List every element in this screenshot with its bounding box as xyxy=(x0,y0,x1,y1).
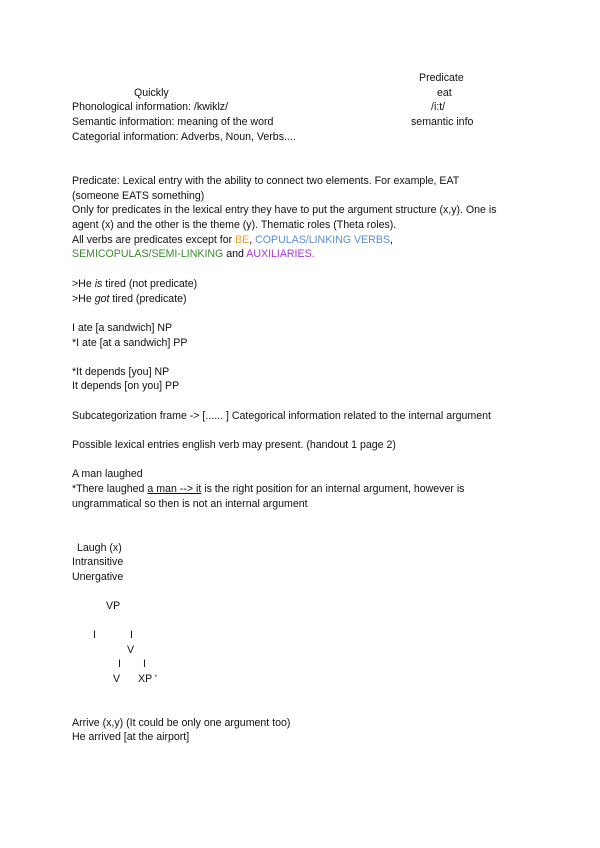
laugh-title: Laugh (x) xyxy=(77,542,122,554)
semicopulas-term: SEMICOPULAS/SEMI-LINKING xyxy=(72,248,224,260)
example-depends-pp: It depends [on you] PP xyxy=(72,380,180,392)
separator-2: , xyxy=(389,234,393,246)
predicate-exceptions xyxy=(72,234,393,247)
tree-branch-left-2: I xyxy=(118,658,121,670)
tree-branch-left: I xyxy=(93,629,96,641)
be-term: BE xyxy=(235,234,250,246)
exceptions-prefix: All verbs are predicates except for xyxy=(72,234,236,246)
tree-vp: VP xyxy=(106,600,121,612)
tree-branch-right: I xyxy=(130,629,133,641)
predicate-exceptions-cont xyxy=(72,248,315,261)
tree-branch-right-2: I xyxy=(143,658,146,670)
predicate-definition-2: (someone EATS something) xyxy=(72,190,205,202)
predicate-definition-3: Only for predicates in the lexical entry they have to put the argument structure (x,y). One is xyxy=(72,204,497,216)
example-ate-np: I ate [a sandwich] NP xyxy=(72,322,173,334)
example-verb: is xyxy=(94,278,103,290)
tree-xp: XP ' xyxy=(138,673,157,685)
semantic-eat: semantic info xyxy=(411,116,474,128)
underlined-phrase: a man --> it xyxy=(147,483,202,495)
possible-entries: Possible lexical entries english verb may present. (handout 1 page 2) xyxy=(72,439,396,451)
example-he-is-tired xyxy=(72,278,197,291)
phonological-info: Phonological information: /kwiklz/ xyxy=(72,101,229,113)
arrive-example: He arrived [at the airport] xyxy=(72,731,190,743)
final-period: . xyxy=(311,248,315,260)
separator-1: , xyxy=(249,234,256,246)
there-prefix: *There laughed xyxy=(72,483,148,495)
example-depends-np: *It depends [you] NP xyxy=(72,366,170,378)
example-ate-pp: *I ate [at a sandwich] PP xyxy=(72,337,188,349)
predicate-definition-1: Predicate: Lexical entry with the ability to connect two elements. For example, EAT xyxy=(72,175,460,187)
copulas-term: COPULAS/LINKING VERBS xyxy=(255,234,390,246)
tree-v-bar: V xyxy=(127,644,135,656)
example-rest: tired (not predicate) xyxy=(102,278,198,290)
quickly-label: Quickly xyxy=(134,87,169,99)
example-man-laughed: A man laughed xyxy=(72,468,143,480)
example-prefix: >He xyxy=(72,278,95,290)
example-he-got-tired xyxy=(72,293,187,306)
tree-v: V xyxy=(113,673,121,685)
laugh-intransitive: Intransitive xyxy=(72,556,124,568)
example-verb: got xyxy=(94,293,110,305)
example-there-laughed-cont: ungrammatical so then is not an internal argument xyxy=(72,498,308,510)
laugh-unergative: Unergative xyxy=(72,571,124,583)
example-rest: tired (predicate) xyxy=(109,293,187,305)
example-there-laughed xyxy=(72,483,464,496)
predicate-definition-4: agent (x) and the other is the theme (y). Thematic roles (Theta roles). xyxy=(72,219,397,231)
phonological-eat: /i:t/ xyxy=(431,101,446,113)
eat-label: eat xyxy=(437,87,452,99)
categorial-info: Categorial information: Adverbs, Noun, Verbs.... xyxy=(72,131,296,143)
predicate-label: Predicate xyxy=(419,72,464,84)
and-word: and xyxy=(223,248,247,260)
subcategorization-frame: Subcategorization frame -> [...... ] Categorical information related to the internal argument xyxy=(72,410,491,422)
semantic-info: Semantic information: meaning of the word xyxy=(72,116,274,128)
auxiliaries-term: AUXILIARIES xyxy=(246,248,312,260)
example-prefix: >He xyxy=(72,293,95,305)
there-rest: is the right position for an internal argument, however is xyxy=(201,483,465,495)
arrive-line: Arrive (x,y) (It could be only one argument too) xyxy=(72,717,291,729)
